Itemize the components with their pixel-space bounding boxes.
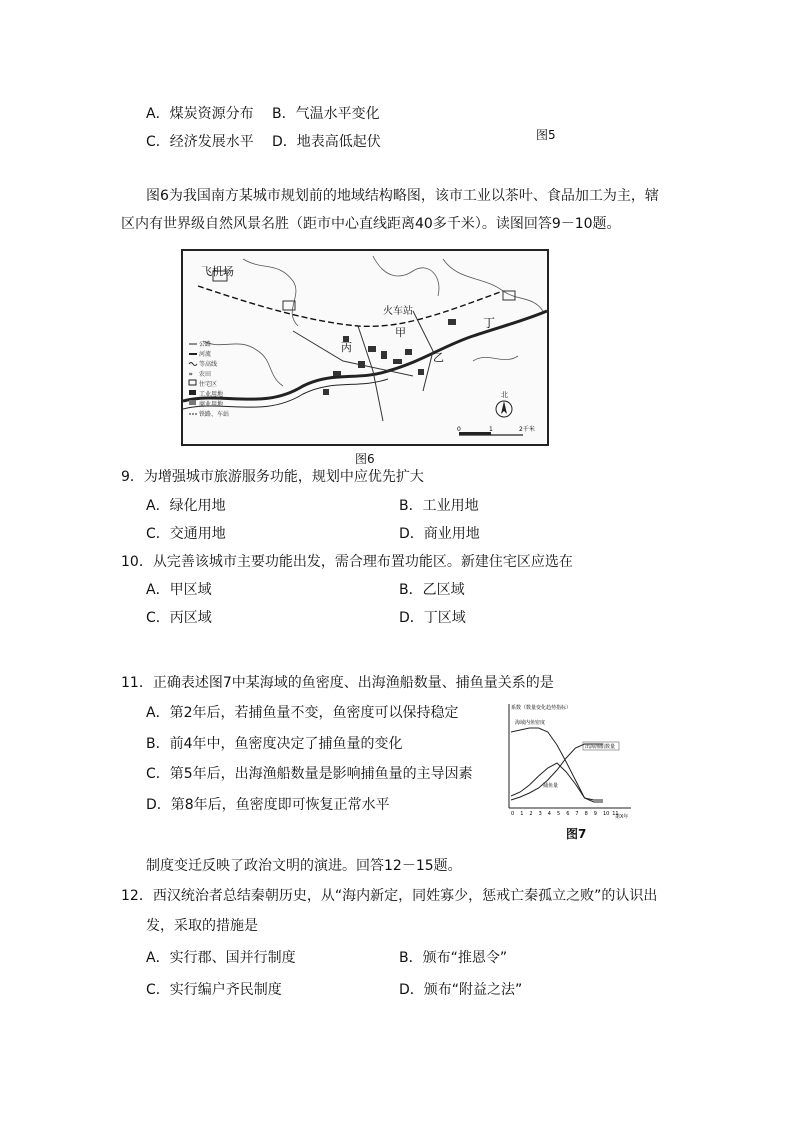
svg-text:⌗: ⌗ (189, 371, 193, 378)
q12-option-b: B．颁布“推恩令” (399, 950, 508, 966)
fig7-caption: 图7 (566, 827, 587, 841)
x-tick-label: 4 (547, 811, 551, 817)
series-label-density: 海域内鱼密度 (515, 720, 546, 726)
y-axis-title: 系数（数量变化趋势指标） (511, 705, 572, 711)
x-tick-label: 5 (557, 811, 561, 817)
fig5-caption: 图5 (536, 128, 556, 142)
q10-stem: 10．从完善该城市主要功能出发，需合理布置功能区。新建住宅区应选在 (121, 554, 573, 570)
fig6-map (181, 249, 549, 446)
series-label-boats: 出海渔船数量 (585, 744, 616, 750)
q10-option-c: C．丙区域 (146, 610, 212, 626)
zone-label-jia: 甲 (395, 326, 406, 339)
q12-option-a: A．实行郡、国并行制度 (146, 950, 296, 966)
q8-option-a: A．煤炭资源分布 (146, 106, 254, 122)
fig7-graph (503, 700, 633, 822)
q12-option-c: C．实行编户齐民制度 (146, 982, 282, 998)
q12-intro: 制度变迁反映了政治文明的演进。回答12－15题。 (146, 858, 462, 874)
zone-label-ding: 丁 (483, 316, 496, 330)
q12-option-d: D．颁布“附益之法” (399, 982, 523, 998)
x-tick-label: 8 (584, 811, 588, 817)
q12-stem-line1: 12．西汉统治者总结秦朝历史，从“海内新定，同姓寡少，惩戒亡秦孤立之败”的认识出 (121, 888, 658, 904)
q8-option-b: B．气温水平变化 (272, 106, 380, 122)
station-label: 火车站 (383, 306, 413, 317)
series-line-boats (511, 744, 603, 800)
q10-option-b: B．乙区域 (399, 582, 465, 598)
q11-option-b: B．前4年中，鱼密度决定了捕鱼量的变化 (146, 736, 403, 752)
x-tick-label: 1 (520, 811, 524, 817)
fig6-map-drawing (183, 251, 547, 444)
q12-stem-line2: 发，采取的措施是 (146, 918, 258, 934)
scale-bar (457, 425, 535, 435)
north-arrow-needle (501, 401, 507, 414)
legend-item: 铁路、车站 (199, 411, 230, 418)
q8-option-d: D．地表高低起伏 (272, 134, 381, 150)
q9-option-a: A．绿化用地 (146, 498, 226, 514)
x-axis-title: 第X年 (615, 814, 629, 820)
x-tick-label: 6 (566, 811, 570, 817)
series-line-density (511, 728, 603, 800)
fig6-intro-line2: 区内有世界级自然风景名胜（距市中心直线距离40多千米）。读图回答9－10题。 (121, 216, 621, 232)
scale-label: 0 (457, 426, 461, 433)
railway (198, 286, 503, 326)
legend-item: 河流 (199, 351, 212, 358)
x-tick-label: 3 (538, 811, 542, 817)
q10-option-d: D．丁区域 (399, 610, 466, 626)
zone-label-bing: 丙 (341, 341, 352, 354)
legend-item: 农田 (199, 371, 212, 378)
q11-option-a: A．第2年后，若捕鱼量不变，鱼密度可以保持稳定 (146, 705, 459, 721)
q9-option-b: B．工业用地 (399, 498, 479, 514)
north-label: 北 (501, 391, 508, 399)
q8-option-c: C．经济发展水平 (146, 134, 254, 150)
fig6-caption: 图6 (355, 452, 375, 466)
airport-label: 飞机场 (201, 265, 234, 278)
series-label-catch: 捕鱼量 (543, 783, 559, 789)
legend-item: 商业用地 (199, 401, 224, 408)
x-tick-label: 2 (529, 811, 533, 817)
map-legend (189, 340, 229, 418)
x-tick-label: 10 (603, 811, 610, 817)
legend-item: 公路 (199, 341, 212, 348)
q11-stem: 11．正确表述图7中某海域的鱼密度、出海渔船数量、捕鱼量关系的是 (121, 675, 554, 691)
x-tick-label: 0 (511, 811, 515, 817)
q9-option-c: C．交通用地 (146, 526, 226, 542)
legend-item: 住宅区 (199, 381, 218, 388)
legend-item: 工业用地 (199, 391, 224, 398)
zone-label-yi: 乙 (433, 351, 444, 364)
fig7-graph-drawing (503, 700, 633, 822)
q9-stem: 9．为增强城市旅游服务功能，规划中应优先扩大 (121, 469, 424, 485)
x-tick-group (511, 811, 619, 817)
fig6-intro-line1: 图6为我国南方某城市规划前的地域结构略图，该市工业以茶叶、食品加工为主，辖 (146, 188, 659, 204)
scale-label: 2千米 (519, 426, 535, 433)
q11-option-c: C．第5年后，出海渔船数量是影响捕鱼量的主导因素 (146, 766, 473, 782)
x-tick-label: 11 (612, 811, 619, 817)
q9-option-d: D．商业用地 (399, 526, 480, 542)
legend-item: 等高线 (199, 361, 218, 368)
q11-option-d: D．第8年后，鱼密度即可恢复正常水平 (146, 797, 390, 813)
x-tick-label: 9 (593, 811, 597, 817)
q10-option-a: A．甲区域 (146, 582, 212, 598)
scale-label: 1 (489, 426, 493, 433)
x-tick-label: 7 (575, 811, 579, 817)
